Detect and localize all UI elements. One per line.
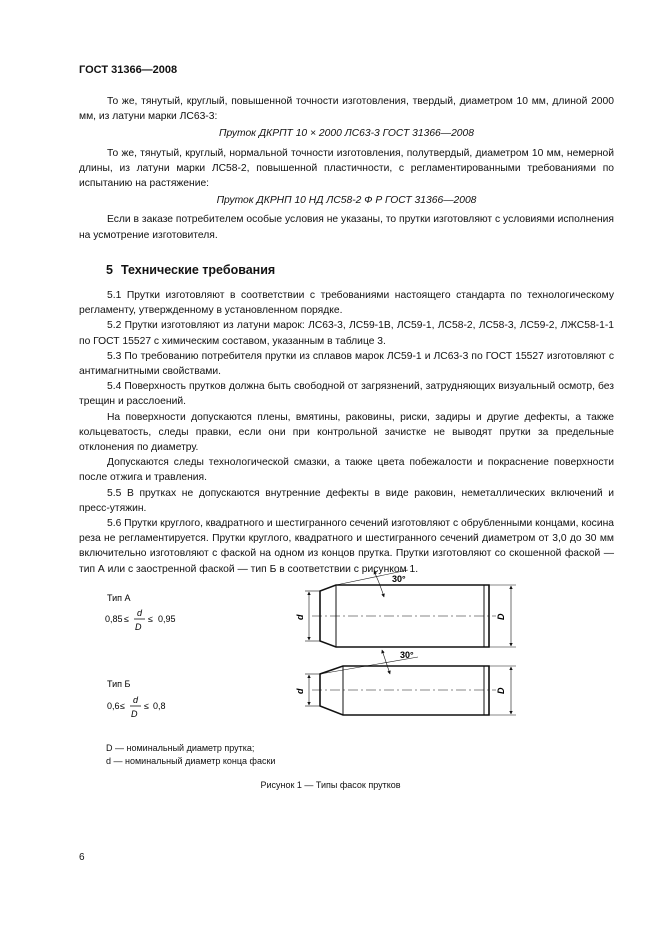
figure-legend: [106, 742, 275, 768]
type-b-le-1: ≤: [120, 701, 125, 711]
type-b-d-label: d: [295, 688, 305, 694]
type-a-drawing: [295, 570, 516, 647]
type-b-rod-outline: [320, 666, 489, 715]
type-b-D-label: D: [496, 687, 506, 694]
document-header: ГОСТ 31366—2008: [79, 64, 178, 76]
type-a-ratio-low: 0,85: [105, 614, 123, 624]
type-b-ratio-high: 0,8: [153, 701, 166, 711]
type-b-drawing: [295, 650, 516, 715]
legend-item-d: d — номинальный диаметр конца фаски: [106, 756, 276, 766]
figure-chamfer-types: [0, 560, 661, 800]
type-a-ratio-formula: [105, 608, 176, 632]
type-a-angle-arc: [374, 571, 384, 597]
type-a-angle-label: 30°: [392, 574, 406, 584]
type-a-numerator: d: [137, 608, 143, 618]
paragraph-5-4-defects: На поверхности допускаются плены, вмятины, раковины, риски, задиры и другие дефекты, а также кольцеватость, следы правки, если они при контрольной зачистке не выводят прутки за предельные отклонения по диаметру.: [79, 411, 614, 454]
type-a-label: Тип А: [107, 593, 131, 603]
paragraph-5-2: 5.2 Прутки изготовляют из латуни марок: ЛС63-3, ЛС59-1В, ЛС59-1, ЛС58-2, ЛС58-3, ЛС59-2, ЛЖС58-1-1 по ГОСТ 15527 с химическим составом, указанным в таблице 3.: [79, 320, 614, 347]
type-b-numerator: d: [133, 695, 139, 705]
paragraph-5-1: 5.1 Прутки изготовляют в соответствии с требованиями настоящего стандарта по технологическому регламенту, утвержденному в установленном порядке.: [79, 290, 614, 317]
type-b-label: Тип Б: [107, 679, 131, 689]
type-b-angle-label: 30°: [400, 650, 414, 660]
type-a-ratio-high: 0,95: [158, 614, 176, 624]
designation-example-2: Пруток ДКРНП 10 НД ЛС58-2 Ф Р ГОСТ 31366—2008: [216, 195, 477, 207]
type-b-ratio-low: 0,6: [107, 701, 120, 711]
document-body: [79, 94, 614, 577]
paragraph-5-6: 5.6 Прутки круглого, квадратного и шестигранного сечений изготовляют с обрубленными концами, косина реза не регламентируется. Прутки круглого, квадратного и шестигранного сечений диаметром от 3,0 до 30 мм включительно изготовляют с фаской на одном из концов прутка. Прутки изготовляют со скошенной фаской — тип А или с заостренной фаской — тип Б в соответствии с рисунком 1.: [79, 518, 614, 575]
section-number: 5: [106, 262, 113, 277]
intro-paragraph-3: Если в заказе потребителем особые условия не указаны, то прутки изготовляют с условиями исполнения на усмотрение изготовителя.: [79, 214, 614, 241]
type-a-le-1: ≤: [124, 614, 129, 624]
section-title: Технические требования: [120, 262, 276, 277]
type-b-le-2: ≤: [144, 701, 149, 711]
type-a-D-label: D: [496, 613, 506, 620]
designation-example-1: Пруток ДКРПТ 10 × 2000 ЛС63-3 ГОСТ 31366—2008: [219, 128, 474, 140]
type-a-denominator: D: [135, 622, 142, 632]
paragraph-5-3: 5.3 По требованию потребителя прутки из сплавов марок ЛС59-1 и ЛС63-3 по ГОСТ 15527 изготовляют с антимагнитными свойствами.: [79, 350, 614, 378]
type-a-le-2: ≤: [148, 614, 153, 624]
intro-paragraph-1: То же, тянутый, круглый, повышенной точности изготовления, твердый, диаметром 10 мм, длиной 2000 мм, из латуни марки ЛС63-3:: [79, 96, 614, 123]
type-a-d-label: d: [295, 614, 305, 620]
paragraph-5-4: 5.4 Поверхность прутков должна быть свободной от загрязнений, затрудняющих визуальный осмотр, без трещин и расслоений.: [79, 381, 614, 408]
paragraph-5-5: 5.5 В прутках не допускаются внутренние дефекты в виде раковин, неметаллических включений и пресс-утяжин.: [79, 487, 614, 514]
intro-paragraph-2: То же, тянутый, круглый, нормальной точности изготовления, полутвердый, диаметром 10 мм, немерной длины, из латуни марки ЛС58-2, повышенной пластичности, с регламентированными требованиями по испытанию на растяжение:: [79, 147, 614, 190]
page-number: 6: [79, 852, 85, 863]
section-heading: [106, 263, 614, 278]
paragraph-5-4-lubricant: Допускаются следы технологической смазки, а также цвета побежалости и покраснение поверхности после отжига и травления.: [79, 457, 614, 484]
figure-caption: Рисунок 1 — Типы фасок прутков: [260, 780, 401, 790]
type-b-denominator: D: [131, 709, 138, 719]
legend-item-D: D — номинальный диаметр прутка;: [106, 743, 255, 753]
type-b-ratio-formula: [107, 695, 166, 719]
